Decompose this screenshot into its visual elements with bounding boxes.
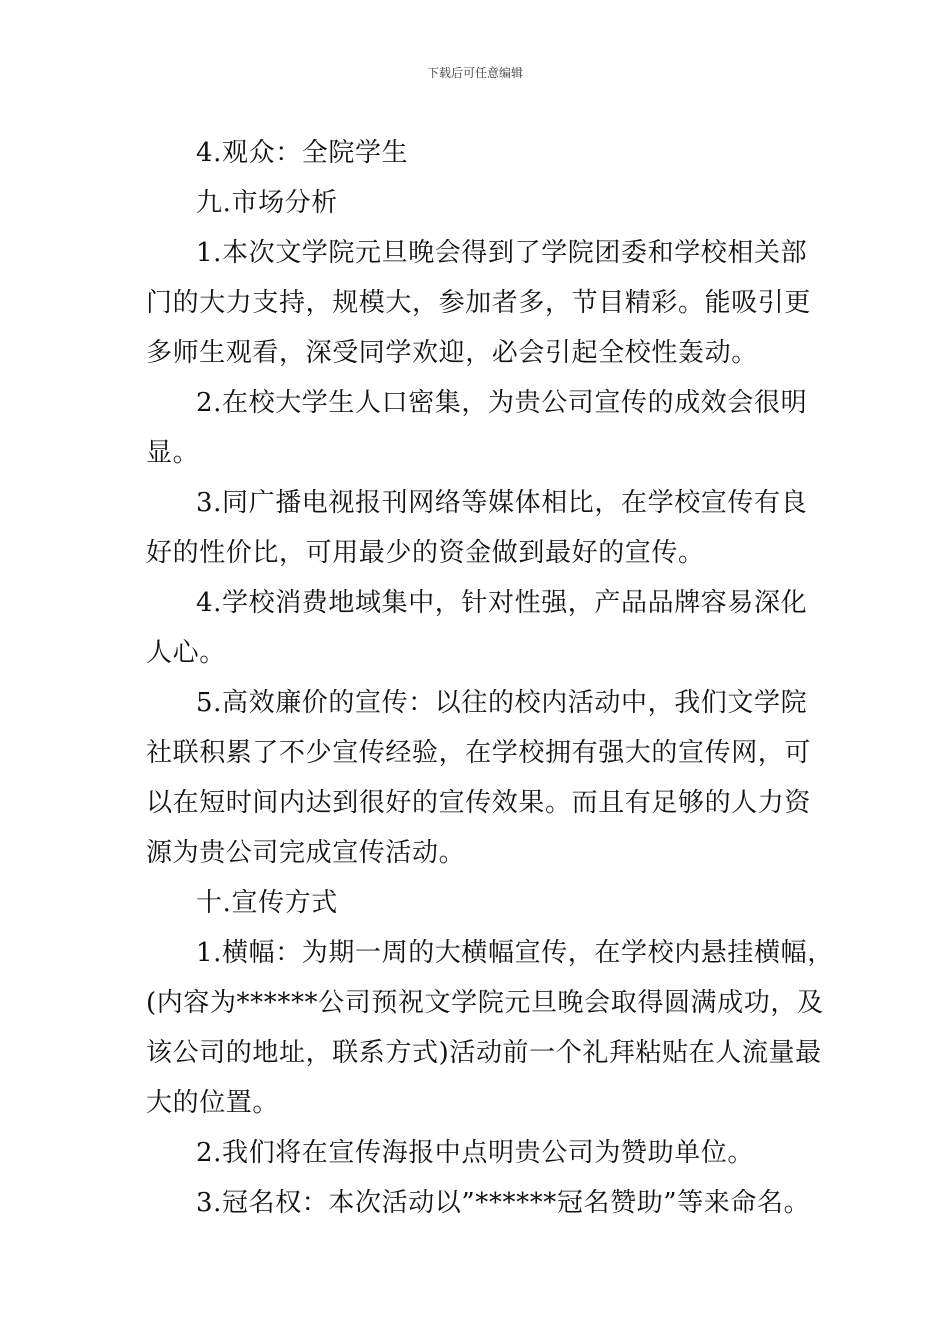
text-line: 5.高效廉价的宣传：以往的校内活动中，我们文学院 (196, 688, 808, 718)
text-line: 4.观众：全院学生 (196, 138, 409, 168)
text-line: 1.横幅：为期一周的大横幅宣传，在学校内悬挂横幅， (196, 938, 834, 968)
text-line: (内容为******公司预祝文学院元旦晚会取得圆满成功，及 (146, 988, 824, 1018)
text-line: 4.学校消费地域集中，针对性强，产品品牌容易深化 (196, 588, 808, 618)
text-line: 社联积累了不少宣传经验，在学校拥有强大的宣传网，可 (146, 738, 812, 768)
text-line: 2.我们将在宣传海报中点明贵公司为赞助单位。 (196, 1138, 755, 1168)
text-line: 3.冠名权：本次活动以”******冠名赞助”等来命名。 (196, 1188, 811, 1218)
text-line: 显。 (146, 438, 200, 468)
text-line: 以在短时间内达到很好的宣传效果。而且有足够的人力资 (146, 788, 812, 818)
text-line: 门的大力支持，规模大，参加者多，节目精彩。能吸引更 (146, 288, 812, 318)
text-line: 2.在校大学生人口密集，为贵公司宣传的成效会很明 (196, 388, 808, 418)
text-line: 源为贵公司完成宣传活动。 (146, 838, 466, 868)
text-line: 3.同广播电视报刊网络等媒体相比，在学校宣传有良 (196, 488, 808, 518)
section-heading: 九.市场分析 (196, 188, 338, 218)
text-line: 好的性价比，可用最少的资金做到最好的宣传。 (146, 538, 705, 568)
section-heading: 十.宣传方式 (196, 888, 338, 918)
text-line: 该公司的地址，联系方式)活动前一个礼拜粘贴在人流量最 (146, 1038, 822, 1068)
text-line: 人心。 (146, 638, 226, 668)
text-line: 大的位置。 (146, 1088, 280, 1118)
document-body (146, 128, 832, 1228)
text-line: 多师生观看，深受同学欢迎，必会引起全校性轰动。 (146, 338, 758, 368)
page-header: 下载后可任意编辑 (426, 66, 523, 80)
text-line: 1.本次文学院元旦晚会得到了学院团委和学校相关部 (196, 238, 808, 268)
